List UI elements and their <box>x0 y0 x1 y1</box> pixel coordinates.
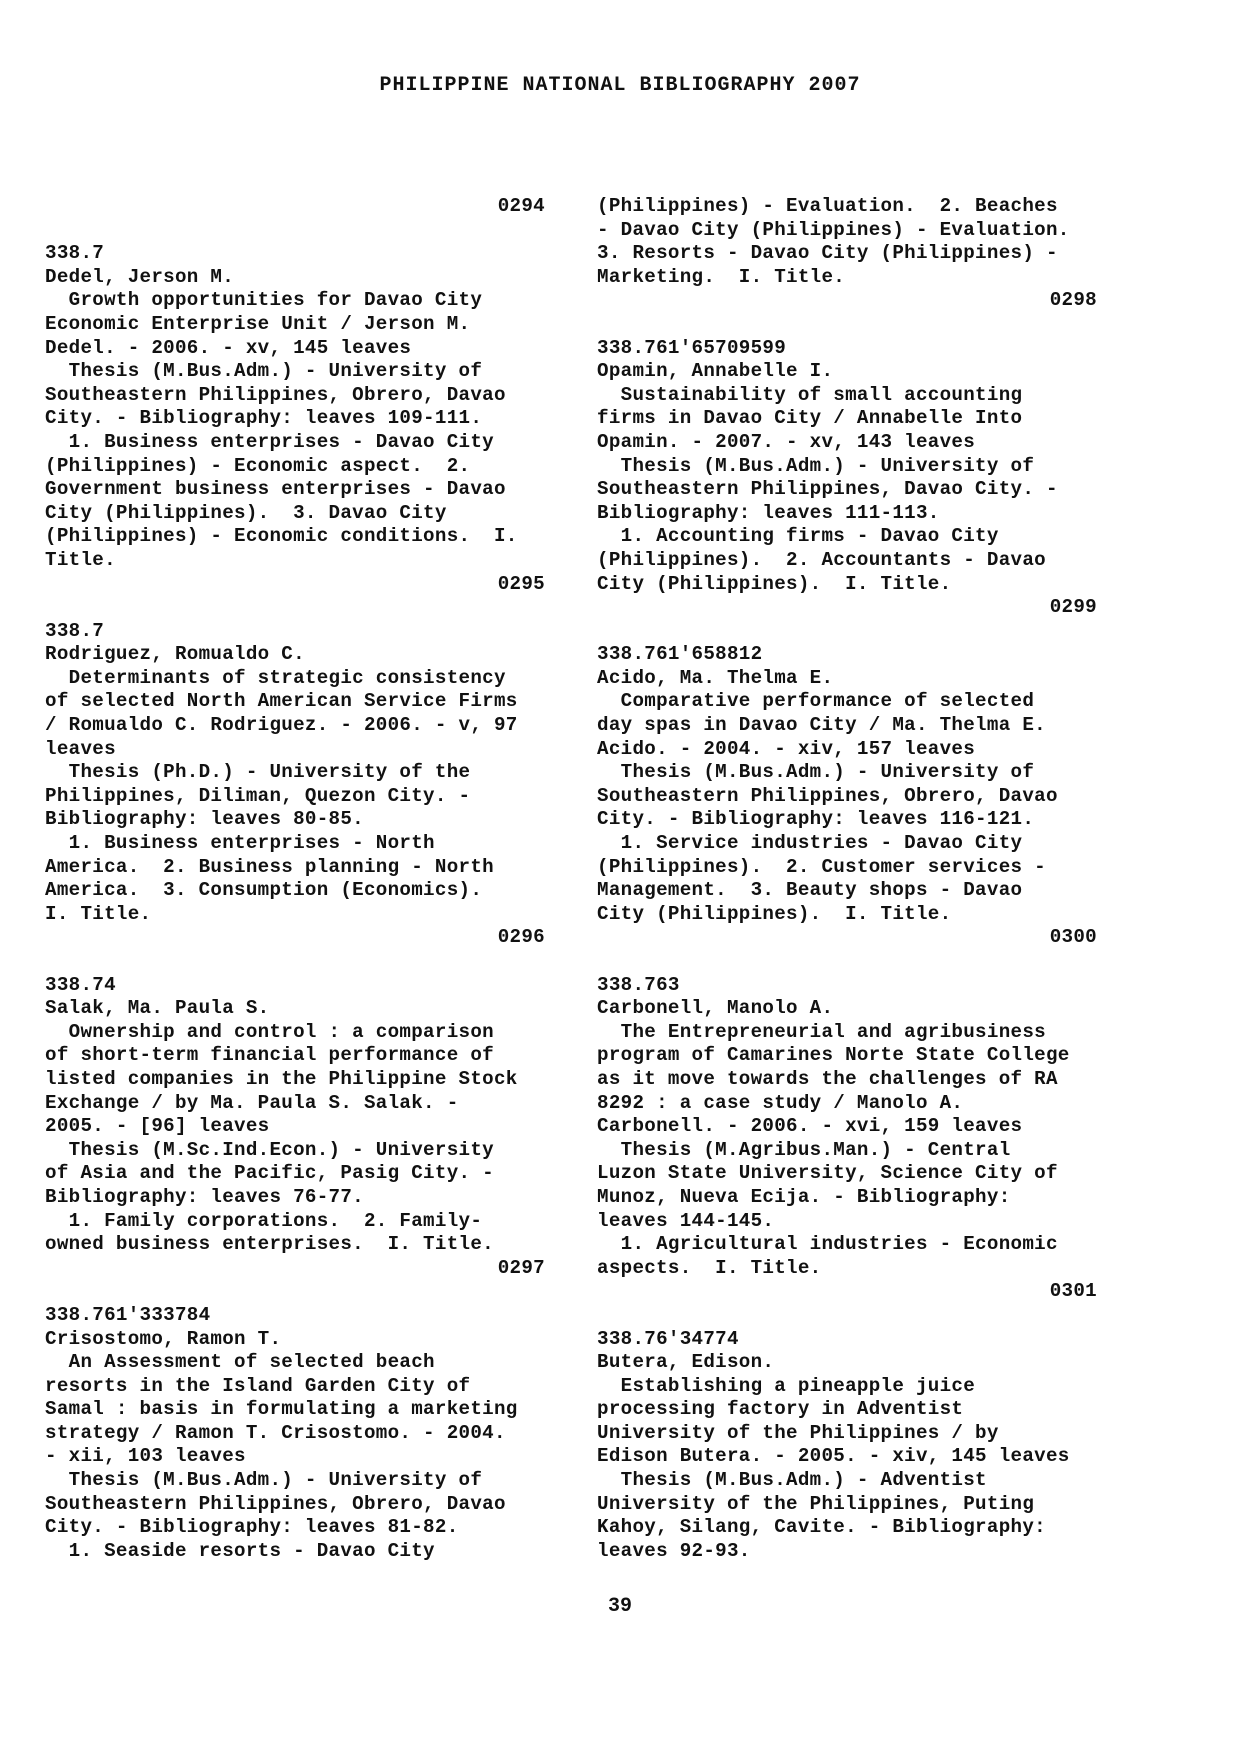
left-column <box>45 195 545 1563</box>
entry-line: Acido. - 2004. - xiv, 157 leaves <box>597 737 976 760</box>
entry-number: 0296 <box>497 926 545 949</box>
entry-number: 0301 <box>1049 1280 1097 1303</box>
entry-line: Sustainability of small accounting <box>597 383 1023 406</box>
entry-line: (Philippines). 2. Customer services - <box>597 855 1046 878</box>
entry-line: 1. Business enterprises - North <box>45 832 435 855</box>
entry-line: Carbonell, Manolo A. <box>597 997 834 1020</box>
entry-line: City. - Bibliography: leaves 109-111. <box>45 407 483 430</box>
entry-line: Thesis (M.Bus.Adm.) - University of <box>597 761 1035 784</box>
entry-line: America. 2. Business planning - North <box>45 855 494 878</box>
entry-line: Butera, Edison. <box>597 1351 775 1374</box>
entry-line: leaves <box>45 737 116 760</box>
entry-line: Thesis (Ph.D.) - University of the <box>45 761 471 784</box>
entry-line: (Philippines) - Evaluation. 2. Beaches <box>597 195 1058 217</box>
entry-line: Thesis (M.Bus.Adm.) - Adventist <box>597 1469 987 1492</box>
entry-line: Comparative performance of selected <box>597 690 1035 713</box>
entry-line: 338.761'65709599 <box>597 336 787 359</box>
entry-line: of selected North American Service Firms <box>45 690 518 713</box>
entry-line: Philippines, Diliman, Quezon City. - <box>45 784 471 807</box>
entry-line: Luzon State University, Science City of <box>597 1162 1058 1185</box>
entry-line: resorts in the Island Garden City of <box>45 1374 471 1397</box>
entry-line: 1. Service industries - Davao City <box>597 832 1023 855</box>
entry-number: 0297 <box>497 1256 545 1279</box>
entry-line: Marketing. I. Title. <box>597 265 846 288</box>
entry-line: 338.76'34774 <box>597 1327 739 1350</box>
entry-line: Thesis (M.Agribus.Man.) - Central <box>597 1138 1011 1161</box>
entry-number: 0294 <box>497 195 545 217</box>
entry-line: Salak, Ma. Paula S. <box>45 997 270 1020</box>
entry-line: Edison Butera. - 2005. - xiv, 145 leaves <box>597 1445 1070 1468</box>
page-number: 39 <box>607 1595 632 1618</box>
entry-separator <box>45 219 545 243</box>
entry-line: An Assessment of selected beach <box>45 1351 435 1374</box>
entry-line: of Asia and the Pacific, Pasig City. - <box>45 1162 494 1185</box>
entry-line: processing factory in Adventist <box>597 1398 964 1421</box>
entry-line: 338.7 <box>45 242 105 265</box>
entry-line: Carbonell. - 2006. - xvi, 159 leaves <box>597 1115 1023 1138</box>
right-column <box>597 195 1097 1563</box>
entry-line: Bibliography: leaves 111-113. <box>597 501 940 524</box>
entry-line: - Davao City (Philippines) - Evaluation. <box>597 218 1070 241</box>
entry-line: Opamin. - 2007. - xv, 143 leaves <box>597 430 976 453</box>
entry-line: America. 3. Consumption (Economics). <box>45 879 483 902</box>
entry-line: 1. Agricultural industries - Economic <box>597 1233 1058 1256</box>
entry-line: strategy / Ramon T. Crisostomo. - 2004. <box>45 1421 506 1444</box>
entry-line: Southeastern Philippines, Obrero, Davao <box>45 383 506 406</box>
entry-line: 1. Accounting firms - Davao City <box>597 525 999 548</box>
entry-line: Dedel. - 2006. - xv, 145 leaves <box>45 336 412 359</box>
entry-line: 2005. - [96] leaves <box>45 1115 270 1138</box>
entry-line: leaves 92-93. <box>597 1539 751 1562</box>
entry-line: Munoz, Nueva Ecija. - Bibliography: <box>597 1185 1011 1208</box>
entry-line: Samal : basis in formulating a marketing <box>45 1398 518 1421</box>
entry-line: Dedel, Jerson M. <box>45 265 235 288</box>
entry-line: firms in Davao City / Annabelle Into <box>597 407 1023 430</box>
entry-line: (Philippines) - Economic conditions. I. <box>45 525 518 548</box>
entry-line: 1. Family corporations. 2. Family- <box>45 1209 483 1232</box>
entry-line: City. - Bibliography: leaves 81-82. <box>45 1516 459 1539</box>
entry-line: 3. Resorts - Davao City (Philippines) - <box>597 242 1058 265</box>
entry-line: University of the Philippines, Puting <box>597 1492 1035 1515</box>
entry-line: I. Title. <box>45 902 152 925</box>
entry-separator <box>597 313 1097 337</box>
entry-line: Growth opportunities for Davao City <box>45 289 483 312</box>
entry-line: Acido, Ma. Thelma E. <box>597 666 834 689</box>
entry-line: Southeastern Philippines, Obrero, Davao <box>45 1492 506 1515</box>
entry-line: Ownership and control : a comparison <box>45 1020 494 1043</box>
entry-line: Rodriguez, Romualdo C. <box>45 643 305 666</box>
entry-line: Crisostomo, Ramon T. <box>45 1327 282 1350</box>
entry-line: listed companies in the Philippine Stock <box>45 1067 518 1090</box>
entry-separator <box>45 596 545 620</box>
entry-separator <box>45 1280 545 1304</box>
entry-line: 1. Business enterprises - Davao City <box>45 430 494 453</box>
entry-line: Management. 3. Beauty shops - Davao <box>597 879 1023 902</box>
entry-separator <box>45 950 545 974</box>
entry-line: (Philippines) - Economic aspect. 2. <box>45 454 471 477</box>
entry-number: 0295 <box>497 572 545 595</box>
entry-line: Southeastern Philippines, Obrero, Davao <box>597 784 1058 807</box>
entry-line: Thesis (M.Bus.Adm.) - University of <box>45 1469 483 1492</box>
entry-line: City (Philippines). I. Title. <box>597 572 952 595</box>
entry-line: Title. <box>45 548 116 571</box>
entry-line: 338.763 <box>597 973 680 996</box>
entry-line: 338.761'658812 <box>597 643 763 666</box>
entry-line: Opamin, Annabelle I. <box>597 360 834 383</box>
entry-line: Bibliography: leaves 76-77. <box>45 1185 364 1208</box>
entry-number: 0300 <box>1049 926 1097 949</box>
entry-separator <box>597 1304 1097 1328</box>
entry-number: 0298 <box>1049 289 1097 312</box>
entry-line: (Philippines). 2. Accountants - Davao <box>597 548 1046 571</box>
entry-line: program of Camarines Norte State College <box>597 1044 1070 1067</box>
entry-line: 338.761'333784 <box>45 1303 211 1326</box>
entry-line: aspects. I. Title. <box>597 1256 822 1279</box>
entry-line: Thesis (M.Sc.Ind.Econ.) - University <box>45 1138 494 1161</box>
entry-line: leaves 144-145. <box>597 1209 775 1232</box>
entry-separator <box>597 620 1097 644</box>
entry-separator <box>597 950 1097 974</box>
entry-line: The Entrepreneurial and agribusiness <box>597 1020 1046 1043</box>
entry-line: University of the Philippines / by <box>597 1421 999 1444</box>
entry-line: Bibliography: leaves 80-85. <box>45 808 364 831</box>
entry-line: 338.74 <box>45 973 116 996</box>
entry-line: City (Philippines). 3. Davao City <box>45 501 447 524</box>
entry-line: City. - Bibliography: leaves 116-121. <box>597 808 1035 831</box>
entry-line: / Romualdo C. Rodriguez. - 2006. - v, 97 <box>45 714 518 737</box>
entry-line: Thesis (M.Bus.Adm.) - University of <box>597 454 1035 477</box>
entry-line: owned business enterprises. I. Title. <box>45 1233 494 1256</box>
page-header-title: PHILIPPINE NATIONAL BIBLIOGRAPHY 2007 <box>379 74 861 97</box>
entry-line: 338.7 <box>45 619 105 642</box>
entry-line: 8292 : a case study / Manolo A. <box>597 1091 964 1114</box>
entry-line: Thesis (M.Bus.Adm.) - University of <box>45 360 483 383</box>
entry-line: Economic Enterprise Unit / Jerson M. <box>45 312 471 335</box>
entry-line: of short-term financial performance of <box>45 1044 494 1067</box>
entry-line: 1. Seaside resorts - Davao City <box>45 1539 435 1562</box>
entry-line: Southeastern Philippines, Davao City. - <box>597 478 1058 501</box>
entry-line: Exchange / by Ma. Paula S. Salak. - <box>45 1091 459 1114</box>
entry-line: day spas in Davao City / Ma. Thelma E. <box>597 714 1046 737</box>
entry-line: Establishing a pineapple juice <box>597 1374 976 1397</box>
entry-line: Kahoy, Silang, Cavite. - Bibliography: <box>597 1516 1046 1539</box>
entry-line: as it move towards the challenges of RA <box>597 1067 1058 1090</box>
entry-line: Determinants of strategic consistency <box>45 666 506 689</box>
entry-line: City (Philippines). I. Title. <box>597 902 952 925</box>
entry-number: 0299 <box>1049 596 1097 619</box>
entry-line: - xii, 103 leaves <box>45 1445 246 1468</box>
entry-line: Government business enterprises - Davao <box>45 478 506 501</box>
